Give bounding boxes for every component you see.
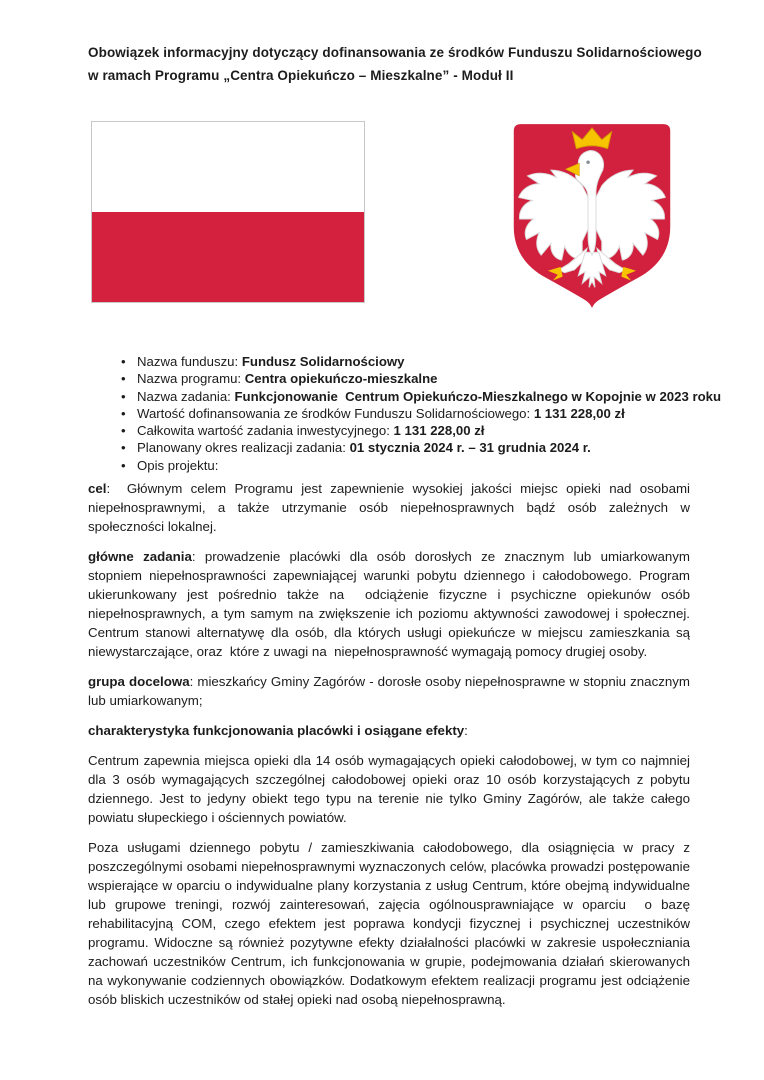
list-item (121, 405, 703, 422)
paragraph-poza-uslugami (88, 838, 690, 1009)
flag-white-band (92, 122, 364, 212)
flag-red-band (92, 212, 364, 302)
list-item (121, 353, 703, 370)
list-item (121, 370, 703, 387)
bullet-label: Wartość dofinansowania ze środków Funduszu Solidarnościowego: (137, 405, 534, 421)
bullet-value: 01 stycznia 2024 r. – 31 grudnia 2024 r. (349, 440, 591, 456)
paragraph-lead: grupa docelowa (88, 674, 190, 689)
bullet-value: 1 131 228,00 zł (393, 423, 485, 439)
bullet-value: Fundusz Solidarnościowy (241, 354, 405, 369)
paragraph-text: : prowadzenie placówki dla osób dorosłych ze znacznym lub umiarkowanym stopniem niepełnosprawności zapewniającej warunki pobytu dziennego i całodobowego. Program ukierunkowany jest pośrednio także na odciążenie fizyczne i psychiczne opiekunów osób niepełnosprawnych, a tym samym na zwiększenie ich poziomu aktywności zawodowej i społecznej. Centrum stanowi alternatywę dla osób, dla których usługi opiekuńcze w miejscu zamieszkania są niewystarczające, oraz które z uwagi na niepełnosprawność wymagają pomocy drugiej osoby. (88, 549, 690, 659)
bullet-value: Centra opiekuńczo-mieszkalne (244, 371, 438, 387)
bullet-value: 1 131 228,00 zł (533, 405, 625, 421)
document-title-line-2: w ramach Programu „Centra Opiekuńczo – Mieszkalne” - Moduł II (88, 68, 514, 83)
list-item (121, 439, 703, 456)
list-item (121, 457, 703, 474)
bullet-label: Nazwa programu: (137, 371, 245, 387)
paragraph-grupa-docelowa (88, 672, 690, 710)
document-title (88, 41, 706, 87)
paragraph-text: : (464, 723, 468, 738)
paragraph-glowne-zadania (88, 547, 690, 661)
bullet-label: Całkowita wartość zadania inwestycyjnego: (137, 423, 394, 439)
poland-flag-image (91, 121, 365, 303)
paragraph-text: : Głównym celem Programu jest zapewnienie wysokiej jakości miejsc opieki nad osobami niepełnosprawnymi, a także utrzymanie osób niepełnosprawnych bądź osób zależnych w społeczności lokalnej. (88, 481, 690, 534)
bullet-label: Nazwa funduszu: (137, 354, 242, 369)
paragraph-text: Poza usługami dziennego pobytu / zamieszkiwania całodobowego, dla osiągnięcia w pracy z poszczególnymi osobami niepełnosprawnymi wyznaczonych celów, placówka prowadzi postępowanie wspierające w oparciu o indywidualne plany korzystania z usług Centrum, które obejmą indywidualne lub grupowe treningi, rozwój zainteresowań, zajęcia ogólnousprawniające w oparciu o bazę rehabilitacyjną COM, czego efektem jest poprawa kondycji fizycznej i psychicznej uczestników programu. Widoczne są również pozytywne efekty działalności placówki w zakresie uspołeczniania zachowań uczestników Centrum, ich funkcjonowania w grupie, podejmowania działań skierowanych na wykonywanie codziennych obowiązków. Dodatkowym efektem realizacji programu jest odciążenie osób bliskich uczestników od stałej opieki nad osobą niepełnosprawną. (88, 840, 690, 1007)
bullet-label: Nazwa zadania: (137, 388, 235, 404)
paragraph-cel (88, 479, 690, 536)
list-item (121, 388, 722, 405)
bullet-label: Opis projektu: (137, 457, 219, 473)
bullet-value: Funkcjonowanie Centrum Opiekuńczo-Mieszkalnego w Kopojnie w 2023 roku (234, 388, 722, 404)
funding-details-list (121, 353, 722, 474)
paragraph-lead: główne zadania (88, 549, 192, 564)
project-description (88, 479, 690, 1020)
document-title-line-1: Obowiązek informacyjny dotyczący dofinansowania ze środków Funduszu Solidarnościowego (88, 45, 702, 60)
coat-of-arms-icon (504, 119, 680, 315)
bullet-label: Planowany okres realizacji zadania: (137, 440, 350, 456)
paragraph-lead: cel (88, 481, 107, 496)
list-item (121, 422, 703, 439)
paragraph-text: Centrum zapewnia miejsca opieki dla 14 osób wymagających opieki całodobowej, w tym co najmniej dla 3 osób wymagających szczególnej całodobowej opieki oraz 10 osób korzystających z pobytu dziennego. Jest to jedyny obiekt tego typu na terenie nie tylko Gminy Zagórów, ale także całego powiatu słupeckiego i ościennych powiatów. (88, 753, 690, 825)
eagle-eye (586, 160, 590, 164)
paragraph-charakterystyka (88, 721, 690, 740)
paragraph-text: : mieszkańcy Gminy Zagórów - dorosłe osoby niepełnosprawne w stopniu znacznym lub umiarkowanym; (88, 674, 690, 708)
paragraph-lead: charakterystyka funkcjonowania placówki i osiągane efekty (88, 723, 465, 738)
paragraph-centrum (88, 751, 690, 827)
poland-coat-of-arms-image (504, 119, 680, 315)
